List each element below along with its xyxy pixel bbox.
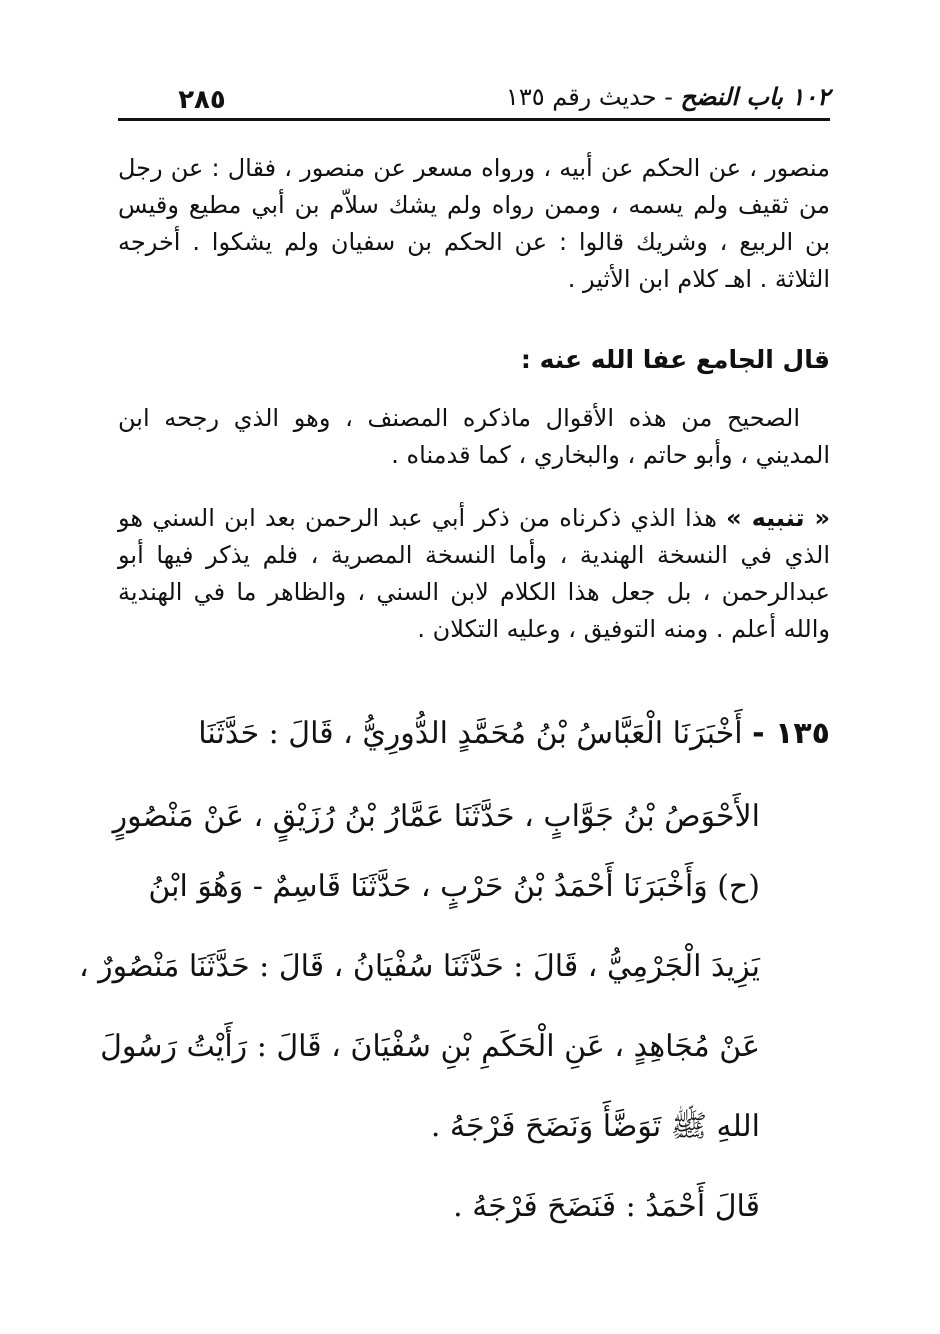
hadith-line-1-text: أَخْبَرَنَا الْعَبَّاسُ بْنُ مُحَمَّدٍ الدُّورِيُّ ، قَالَ : حَدَّثَنَا [198,716,743,751]
running-title [498,80,830,114]
hadith-line-6: اللهِ ﷺ تَوَضَّأَ وَنَضَحَ فَرْجَهُ . [430,1109,760,1144]
jami-heading: قال الجامع عفا الله عنه : [520,345,830,374]
hadith-line-4: يَزِيدَ الْجَرْمِيُّ ، قَالَ : حَدَّثَنَا سُفْيَانُ ، قَالَ : حَدَّثَنَا مَنْصُورٌ ، [78,949,760,984]
note-label: « تنبيه » [726,504,830,532]
hadith-line-3: (ح) وَأَخْبَرَنَا أَحْمَدُ بْنُ حَرْبٍ ، حَدَّثَنَا قَاسِمٌ - وَهُوَ ابْنُ [148,869,760,904]
hadith-line-2: الأَحْوَصُ بْنُ جَوَّابٍ ، حَدَّثَنَا عَمَّارُ بْنُ رُزَيْقٍ ، عَنْ مَنْصُورٍ [112,799,760,834]
hadith-reference: - حديث رقم ١٣٥ [505,83,673,111]
note-paragraph [118,500,830,648]
page-number: ٢٨٥ [118,82,286,118]
commentary-paragraph-2: الصحيح من هذه الأقوال ماذكره المصنف ، وهو الذي رجحه ابن المديني ، وأبو حاتم ، والبخاري ، كما قدمناه . [118,404,830,469]
header-rule [118,118,830,121]
note-text: هذا الذي ذكرناه من ذكر أبي عبد الرحمن بعد ابن السني هو الذي في النسخة الهندية ، وأما النسخة المصرية ، فلم يذكر فيها أبو عبدالرحمن ، بل جعل هذا الكلام لابن السني ، والظاهر ما في الهندية والله أعلم . ومنه التوفيق ، وعليه التكلان . [118,504,830,643]
hadith-line-5: عَنْ مُجَاهِدٍ ، عَنِ الْحَكَمِ بْنِ سُفْيَانَ ، قَالَ : رَأَيْتُ رَسُولَ [100,1029,760,1064]
commentary-paragraph-1: منصور ، عن الحكم عن أبيه ، ورواه مسعر عن منصور ، فقال : عن رجل من ثقيف ولم يسمه ، وممن رواه ولم يشك سلاّم بن أبي مطيع وقيس بن الربيع ، وشريك قالوا : عن الحكم بن سفيان ولم يشكوا . أخرجه الثلاثة . اهـ كلام ابن الأثير . [118,154,830,293]
hadith-line-7: قَالَ أَحْمَدُ : فَنَضَحَ فَرْجَهُ . [453,1189,760,1224]
page-header [118,84,830,124]
hadith-line-1 [198,712,830,756]
chapter-title: ١٠٢ باب النضح [680,83,830,111]
hadith-number: ١٣٥ - [752,716,830,751]
